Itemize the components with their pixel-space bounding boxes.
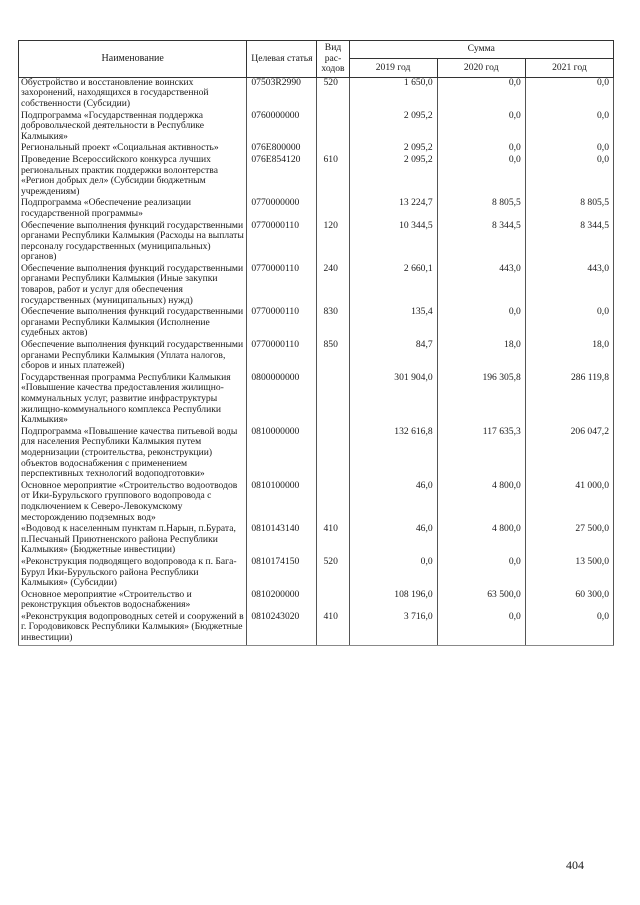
row-name: Проведение Всероссийского конкурса лучших региональных практик поддержки волонтерства «Регион добрых дел» (Субсидии бюджетным учреждениям): [19, 155, 247, 198]
row-sum-2021: 443,0: [525, 264, 613, 307]
row-sum-2019: 2 095,2: [349, 143, 437, 155]
row-sum-2020: 4 800,0: [437, 481, 525, 524]
row-sum-2020: 4 800,0: [437, 524, 525, 557]
row-vid: 610: [317, 155, 349, 198]
row-vid: [317, 590, 349, 612]
table-row: [19, 373, 614, 427]
table-row: [19, 198, 614, 220]
table-row: [19, 307, 614, 340]
row-vid: [317, 427, 349, 481]
header-code: Целевая статья: [247, 41, 317, 78]
row-code: 0770000110: [247, 221, 317, 264]
row-name: Основное мероприятие «Строительство водоотводов от Ики-Бурульского группового водопровода с подключением к Северо-Левокумскому месторождению подземных вод»: [19, 481, 247, 524]
row-name: «Водовод к населенным пунктам п.Нарын, п.Бурата, п.Песчаный Приютненского района Республики Калмыкия» (Бюджетные инвестиции): [19, 524, 247, 557]
row-sum-2020: 8 805,5: [437, 198, 525, 220]
row-sum-2019: 3 716,0: [349, 612, 437, 645]
row-sum-2021: 41 000,0: [525, 481, 613, 524]
row-sum-2020: 0,0: [437, 111, 525, 144]
row-sum-2021: 0,0: [525, 143, 613, 155]
budget-table: [18, 40, 614, 646]
row-code: 0810200000: [247, 590, 317, 612]
row-code: 0770000110: [247, 307, 317, 340]
row-sum-2021: 0,0: [525, 111, 613, 144]
row-name: «Реконструкция подводящего водопровода к п. Бага-Бурул Ики-Бурульского района Республики Калмыкия» (Субсидии): [19, 557, 247, 590]
row-name: Обеспечение выполнения функций государственными органами Республики Калмыкия (Исполнение судебных актов): [19, 307, 247, 340]
row-sum-2020: 8 344,5: [437, 221, 525, 264]
row-code: 0810000000: [247, 427, 317, 481]
row-vid: [317, 198, 349, 220]
row-code: 0810100000: [247, 481, 317, 524]
row-name: Основное мероприятие «Строительство и реконструкция объектов водоснабжения»: [19, 590, 247, 612]
table-body: [19, 77, 614, 645]
budget-table-container: [18, 40, 614, 646]
row-name: Государственная программа Республики Калмыкия «Повышение качества предоставления жилищно-коммунальных услуг, развитие инфраструктуры жилищно-коммунального комплекса Республики Калмыкия»: [19, 373, 247, 427]
row-vid: [317, 111, 349, 144]
row-vid: 410: [317, 524, 349, 557]
table-row: [19, 77, 614, 110]
row-code: 0810143140: [247, 524, 317, 557]
row-sum-2021: 0,0: [525, 307, 613, 340]
row-code: 076E854120: [247, 155, 317, 198]
row-sum-2019: 301 904,0: [349, 373, 437, 427]
row-sum-2019: 46,0: [349, 524, 437, 557]
table-row: [19, 590, 614, 612]
row-sum-2020: 117 635,3: [437, 427, 525, 481]
table-row: [19, 427, 614, 481]
table-row: [19, 481, 614, 524]
row-vid: 850: [317, 340, 349, 373]
row-sum-2021: 13 500,0: [525, 557, 613, 590]
table-row: [19, 557, 614, 590]
row-name: Обеспечение выполнения функций государственными органами Республики Калмыкия (Иные закупки товаров, работ и услуг для обеспечения государственных (муниципальных) нужд): [19, 264, 247, 307]
row-sum-2019: 132 616,8: [349, 427, 437, 481]
header-name: Наименование: [19, 41, 247, 78]
row-sum-2020: 0,0: [437, 307, 525, 340]
row-sum-2019: 84,7: [349, 340, 437, 373]
row-vid: 520: [317, 557, 349, 590]
row-sum-2020: 196 305,8: [437, 373, 525, 427]
row-sum-2019: 2 095,2: [349, 155, 437, 198]
row-sum-2020: 18,0: [437, 340, 525, 373]
row-sum-2021: 0,0: [525, 155, 613, 198]
table-row: [19, 111, 614, 144]
row-code: 0800000000: [247, 373, 317, 427]
row-name: Обустройство и восстановление воинских захоронений, находящихся в государственной собственности (Субсидии): [19, 77, 247, 110]
row-sum-2019: 2 660,1: [349, 264, 437, 307]
row-sum-2019: 135,4: [349, 307, 437, 340]
row-name: Региональный проект «Социальная активность»: [19, 143, 247, 155]
row-sum-2020: 0,0: [437, 77, 525, 110]
row-sum-2020: 443,0: [437, 264, 525, 307]
row-sum-2020: 0,0: [437, 557, 525, 590]
table-row: [19, 221, 614, 264]
table-row: [19, 524, 614, 557]
page-number: 404: [566, 858, 584, 872]
row-vid: [317, 373, 349, 427]
row-sum-2019: 1 650,0: [349, 77, 437, 110]
table-row: [19, 264, 614, 307]
row-vid: 240: [317, 264, 349, 307]
row-code: 076E800000: [247, 143, 317, 155]
row-sum-2020: 0,0: [437, 143, 525, 155]
row-code: 0810243020: [247, 612, 317, 645]
row-code: 0810174150: [247, 557, 317, 590]
table-row: [19, 155, 614, 198]
header-year-2019: 2019 год: [349, 59, 437, 77]
row-sum-2019: 108 196,0: [349, 590, 437, 612]
row-code: 0770000110: [247, 264, 317, 307]
row-sum-2021: 8 344,5: [525, 221, 613, 264]
row-sum-2021: 206 047,2: [525, 427, 613, 481]
row-name: Подпрограмма «Обеспечение реализации государственной программы»: [19, 198, 247, 220]
table-row: [19, 612, 614, 645]
row-sum-2021: 0,0: [525, 612, 613, 645]
row-sum-2021: 27 500,0: [525, 524, 613, 557]
row-vid: 520: [317, 77, 349, 110]
header-year-2021: 2021 год: [525, 59, 613, 77]
row-sum-2019: 0,0: [349, 557, 437, 590]
row-sum-2019: 13 224,7: [349, 198, 437, 220]
row-code: 0760000000: [247, 111, 317, 144]
table-header: [19, 41, 614, 78]
row-vid: 830: [317, 307, 349, 340]
header-sum: Сумма: [349, 41, 613, 59]
row-name: Обеспечение выполнения функций государственными органами Республики Калмыкия (Уплата налогов, сборов и иных платежей): [19, 340, 247, 373]
row-sum-2021: 18,0: [525, 340, 613, 373]
row-sum-2020: 0,0: [437, 155, 525, 198]
row-name: «Реконструкция водопроводных сетей и сооружений в г. Городовиковск Республики Калмыкия» (Бюджетные инвестиции): [19, 612, 247, 645]
row-vid: [317, 481, 349, 524]
row-code: 0770000110: [247, 340, 317, 373]
row-sum-2019: 2 095,2: [349, 111, 437, 144]
row-name: Подпрограмма «Повышение качества питьевой воды для населения Республики Калмыкия путем модернизации (строительства, реконструкции) объектов водоснабжения с применением перспективных технологий водоподготовки»: [19, 427, 247, 481]
row-sum-2019: 46,0: [349, 481, 437, 524]
row-sum-2020: 0,0: [437, 612, 525, 645]
row-sum-2021: 286 119,8: [525, 373, 613, 427]
row-sum-2021: 60 300,0: [525, 590, 613, 612]
table-row: [19, 340, 614, 373]
row-name: Обеспечение выполнения функций государственными органами Республики Калмыкия (Расходы на выплаты персоналу государственных (муниципальных) органов): [19, 221, 247, 264]
row-vid: 120: [317, 221, 349, 264]
row-name: Подпрограмма «Государственная поддержка добровольческой деятельности в Республике Калмыкия»: [19, 111, 247, 144]
header-vid: Вид рас-ходов: [317, 41, 349, 78]
row-code: 0770000000: [247, 198, 317, 220]
row-vid: 410: [317, 612, 349, 645]
row-sum-2020: 63 500,0: [437, 590, 525, 612]
header-year-2020: 2020 год: [437, 59, 525, 77]
row-sum-2019: 10 344,5: [349, 221, 437, 264]
row-sum-2021: 8 805,5: [525, 198, 613, 220]
row-sum-2021: 0,0: [525, 77, 613, 110]
row-code: 07503R2990: [247, 77, 317, 110]
